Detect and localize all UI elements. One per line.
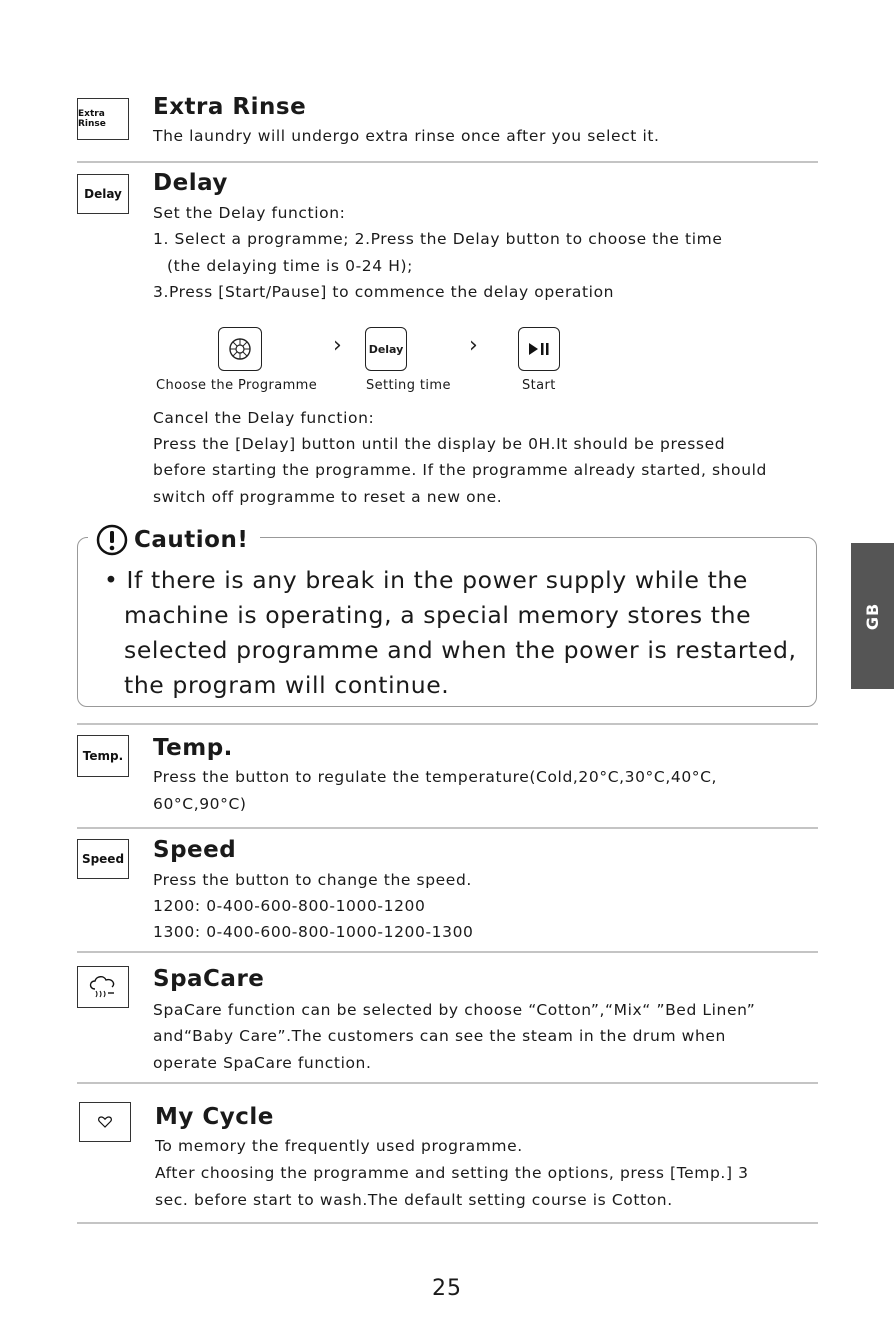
- spacare-line: operate SpaCare function.: [153, 1054, 372, 1072]
- cancel-delay-line: before starting the programme. If the programme already started, should: [153, 461, 767, 479]
- temp-button-icon: [77, 735, 129, 777]
- divider: [77, 1082, 818, 1084]
- programme-dial-icon: [227, 336, 253, 362]
- speed-icon-label: Speed: [81, 852, 125, 866]
- language-side-tab: [851, 543, 894, 689]
- extra-rinse-icon-label: Extra Rinse: [78, 109, 106, 129]
- steam-cloud-icon: [86, 973, 120, 1001]
- spacare-line: SpaCare function can be selected by choose “Cotton”,“Mix“ ”Bed Linen”: [153, 1001, 756, 1019]
- divider: [77, 161, 818, 163]
- cancel-delay-line: Press the [Delay] button until the display be 0H.It should be pressed: [153, 435, 726, 453]
- caution-line: selected programme and when the power is restarted,: [124, 636, 797, 664]
- cancel-delay-line: Cancel the Delay function:: [153, 409, 375, 427]
- delay-button-icon: [77, 174, 129, 214]
- step-arrow-icon: ›: [469, 333, 478, 358]
- speed-line: 1300: 0-400-600-800-1000-1200-1300: [153, 923, 474, 941]
- temp-line: Press the button to regulate the temperature(Cold,20°C,30°C,40°C,: [153, 768, 718, 786]
- my-cycle-line: After choosing the programme and setting the options, press [Temp.] 3: [155, 1164, 749, 1182]
- my-cycle-line: sec. before start to wash.The default setting course is Cotton.: [155, 1191, 673, 1209]
- caution-line: • If there is any break in the power supply while the: [104, 566, 748, 594]
- delay-line: 1. Select a programme; 2.Press the Delay button to choose the time: [153, 230, 723, 248]
- warning-exclamation-icon: [96, 524, 128, 556]
- delay-line: (the delaying time is 0-24 H);: [167, 257, 413, 275]
- step-arrow-icon: ›: [333, 333, 342, 358]
- speed-line: 1200: 0-400-600-800-1000-1200: [153, 897, 426, 915]
- step-label-setting-time: Setting time: [366, 378, 451, 393]
- caution-line: the program will continue.: [124, 671, 450, 699]
- spacare-title: SpaCare: [153, 966, 265, 992]
- delay-icon-label: Delay: [84, 187, 122, 201]
- page-number: 25: [432, 1276, 462, 1301]
- delay-step-label: Delay: [368, 342, 404, 356]
- delay-line: 3.Press [Start/Pause] to commence the delay operation: [153, 283, 615, 301]
- delay-step-button: [365, 327, 407, 371]
- temp-icon-label: Temp.: [82, 749, 124, 763]
- extra-rinse-button-icon: [77, 98, 129, 140]
- temp-title: Temp.: [153, 735, 233, 761]
- cancel-delay-line: switch off programme to reset a new one.: [153, 488, 503, 506]
- delay-title: Delay: [153, 170, 228, 196]
- step-label-programme: Choose the Programme: [156, 378, 318, 393]
- spacare-line: and“Baby Care”.The customers can see the steam in the drum when: [153, 1027, 726, 1045]
- divider: [77, 951, 818, 953]
- divider: [77, 723, 818, 725]
- delay-line: Set the Delay function:: [153, 204, 346, 222]
- my-cycle-line: To memory the frequently used programme.: [155, 1137, 523, 1155]
- my-cycle-button-icon: [79, 1102, 131, 1142]
- heart-icon: [98, 1116, 112, 1128]
- extra-rinse-description: The laundry will undergo extra rinse once after you select it.: [153, 127, 660, 145]
- extra-rinse-title: Extra Rinse: [153, 94, 307, 120]
- caution-line: machine is operating, a special memory stores the: [124, 601, 752, 629]
- speed-line: Press the button to change the speed.: [153, 871, 472, 889]
- divider: [77, 1222, 818, 1224]
- programme-dial-button: [218, 327, 262, 371]
- temp-line: 60°C,90°C): [153, 795, 247, 813]
- caution-header: [88, 524, 260, 556]
- start-pause-button: [518, 327, 560, 371]
- play-pause-icon: [528, 342, 550, 356]
- spacare-button-icon: [77, 966, 129, 1008]
- speed-button-icon: [77, 839, 129, 879]
- divider: [77, 827, 818, 829]
- step-label-start: Start: [522, 378, 556, 393]
- speed-title: Speed: [153, 837, 237, 863]
- language-tab-label: GB: [862, 602, 882, 630]
- my-cycle-title: My Cycle: [155, 1104, 274, 1130]
- caution-title: Caution!: [134, 527, 249, 553]
